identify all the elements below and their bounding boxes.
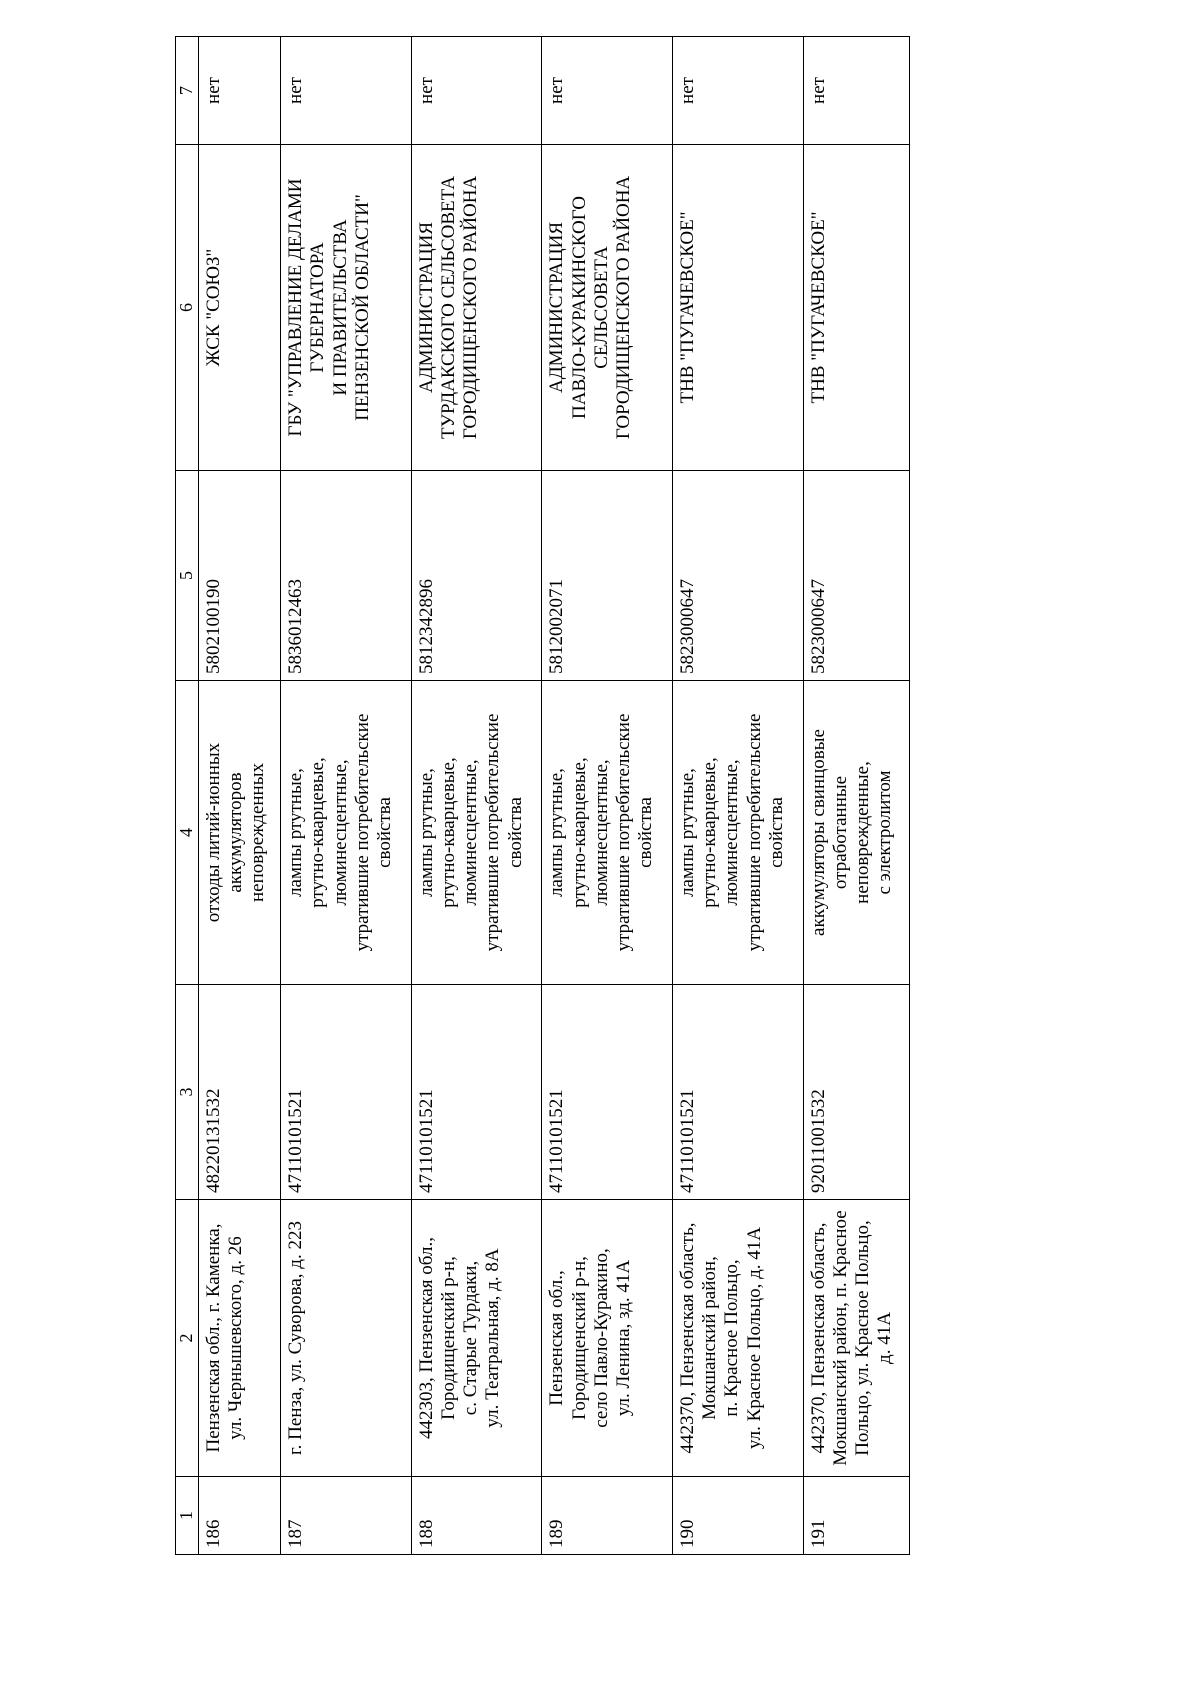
waste-code-cell: 47110101521 [411, 985, 542, 1200]
table-row [672, 37, 803, 1555]
flag-cell: нет [281, 37, 412, 145]
header-cell-2: 2 [176, 1200, 199, 1477]
waste-name-cell: аккумуляторы свинцовые отработанные неповрежденные, с электролитом [803, 681, 909, 985]
waste-name-cell: отходы литий-ионных аккумуляторов неповрежденных [199, 681, 281, 985]
header-cell-5: 5 [176, 471, 199, 681]
header-cell-3: 3 [176, 985, 199, 1200]
table-row [542, 37, 673, 1555]
organization-cell: ТНВ "ПУГАЧЕВСКОЕ" [803, 145, 909, 471]
inn-cell: 5802100190 [199, 471, 281, 681]
flag-cell: нет [542, 37, 673, 145]
waste-code-cell: 47110101521 [542, 985, 673, 1200]
inn-cell: 5812002071 [542, 471, 673, 681]
flag-cell: нет [199, 37, 281, 145]
waste-name-cell: лампы ртутные, ртутно-кварцевые, люминесцентные, утратившие потребительские свойства [411, 681, 542, 985]
header-cell-7: 7 [176, 37, 199, 145]
organization-cell: ЖСК "СОЮЗ" [199, 145, 281, 471]
header-row [176, 37, 199, 1555]
waste-name-cell: лампы ртутные, ртутно-кварцевые, люминесцентные, утратившие потребительские свойства [672, 681, 803, 985]
waste-code-cell: 48220131532 [199, 985, 281, 1200]
waste-registry-table [175, 36, 910, 1555]
header-cell-6: 6 [176, 145, 199, 471]
table-row [411, 37, 542, 1555]
row-number: 190 [672, 1477, 803, 1555]
header-cell-4: 4 [176, 681, 199, 985]
inn-cell: 5836012463 [281, 471, 412, 681]
waste-code-cell: 47110101521 [281, 985, 412, 1200]
flag-cell: нет [672, 37, 803, 145]
waste-code-cell: 47110101521 [672, 985, 803, 1200]
address-cell: Пензенская обл., г. Каменка, ул. Чернышевского, д. 26 [199, 1200, 281, 1477]
row-number: 188 [411, 1477, 542, 1555]
address-cell: 442303, Пензенская обл., Городищенский р-н, с. Старые Турдаки, ул. Театральная, д. 8А [411, 1200, 542, 1477]
waste-name-cell: лампы ртутные, ртутно-кварцевые, люминесцентные, утратившие потребительские свойства [281, 681, 412, 985]
table-row [199, 37, 281, 1555]
address-cell: г. Пенза, ул. Суворова, д. 223 [281, 1200, 412, 1477]
organization-cell: АДМИНИСТРАЦИЯ ПАВЛО-КУРАКИНСКОГО СЕЛЬСОВЕТА ГОРОДИЩЕНСКОГО РАЙОНА [542, 145, 673, 471]
address-cell: Пензенская обл., Городищенский р-н, село Павло-Куракино, ул. Ленина, зд. 41А [542, 1200, 673, 1477]
rotated-table-container [175, 37, 910, 1555]
organization-cell: ГБУ "УПРАВЛЕНИЕ ДЕЛАМИ ГУБЕРНАТОРА И ПРАВИТЕЛЬСТВА ПЕНЗЕНСКОЙ ОБЛАСТИ" [281, 145, 412, 471]
address-cell: 442370, Пензенская область, Мокшанский район, п. Красное Польцо, ул. Красное Польцо, д. 41А [672, 1200, 803, 1477]
row-number: 187 [281, 1477, 412, 1555]
flag-cell: нет [803, 37, 909, 145]
organization-cell: ТНВ "ПУГАЧЕВСКОЕ" [672, 145, 803, 471]
row-number: 186 [199, 1477, 281, 1555]
header-cell-1: 1 [176, 1477, 199, 1555]
inn-cell: 5823000647 [803, 471, 909, 681]
waste-code-cell: 92011001532 [803, 985, 909, 1200]
row-number: 191 [803, 1477, 909, 1555]
inn-cell: 5812342896 [411, 471, 542, 681]
flag-cell: нет [411, 37, 542, 145]
inn-cell: 5823000647 [672, 471, 803, 681]
table-row [803, 37, 909, 1555]
row-number: 189 [542, 1477, 673, 1555]
waste-name-cell: лампы ртутные, ртутно-кварцевые, люминесцентные, утратившие потребительские свойства [542, 681, 673, 985]
table-row [281, 37, 412, 1555]
organization-cell: АДМИНИСТРАЦИЯ ТУРДАКСКОГО СЕЛЬСОВЕТА ГОРОДИЩЕНСКОГО РАЙОНА [411, 145, 542, 471]
address-cell: 442370, Пензенская область, Мокшанский район, п. Красное Польцо, ул. Красное Польцо, д. 41А [803, 1200, 909, 1477]
